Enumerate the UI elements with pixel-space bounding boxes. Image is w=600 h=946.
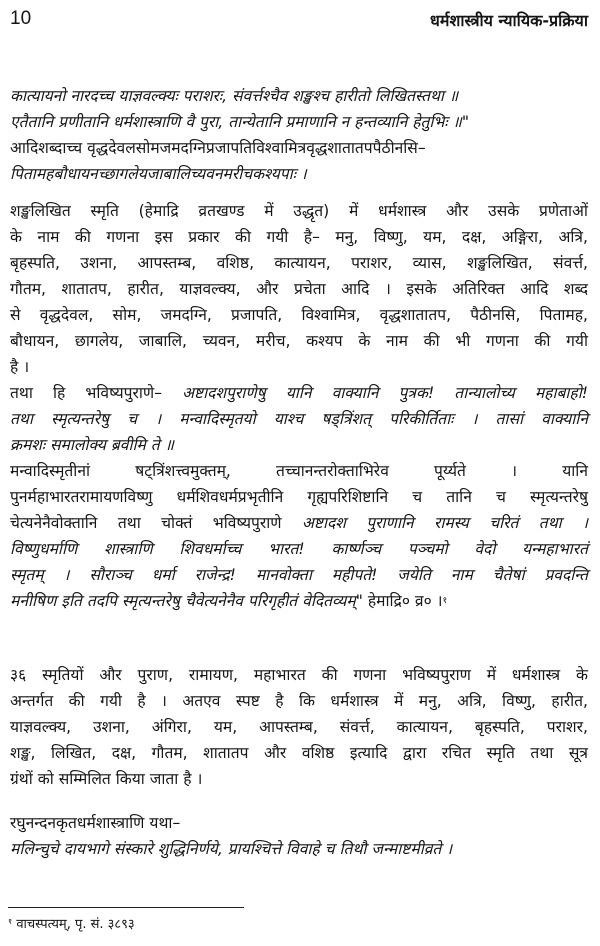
footnote-divider (8, 907, 244, 908)
verse-line: पितामहबौधायनच्छागलेयजाबालिच्यवनमरीचकश्यपाः । (10, 165, 307, 183)
verse-line: कात्यायनो नारदच्च याज्ञवल्क्यः पराशरः, संवर्त्तश्चैव शङ्खश्च हारीतो लिखितस्तथा ॥ (10, 87, 459, 105)
running-head-title: धर्मशास्त्रीय न्यायिक-प्रक्रिया (430, 11, 588, 30)
verse-line: आदिशब्दाच्च वृद्धदेवलसोमजमदग्निप्रजापतिविश्वामित्रवृद्धशातातपपैठीनसि– (10, 139, 426, 157)
paragraph-line: बौधायन, छागलेय, जाबालि, च्यवन, मरीच, कश्यप के नाम की भी गणना की गयी (10, 332, 588, 350)
paragraph-line: अन्तर्गत की गयी है । अतएव स्पष्ट है कि धर्मशास्त्र में मनु, अत्रि, विष्णु, हारीत, (10, 692, 588, 710)
paragraph-line: है । (10, 358, 30, 376)
paragraph-line: मन्वादिस्मृतीनां षट्त्रिंशत्त्वमुक्तम्, तच्चानन्तरोक्ताभिरेव पूर्य्यते । यानि (10, 462, 588, 480)
paragraph-line (10, 588, 588, 614)
quote-text: अष्टादशपुराणेषु यानि वाक्यानि पुत्रक! तान्यालोच्य महाबाहो! (182, 384, 588, 402)
paragraph-line: शङ्खलिखित स्मृति (हेमाद्रि व्रतखण्ड में उद्धृत) में धर्मशास्त्र और उसके प्रणेताओं (10, 202, 588, 220)
paragraph-line: शङ्ख, लिखित, दक्ष, गौतम, शातातप और वशिष्ठ इत्यादि द्वारा रचित स्मृति तथा सूत्र (10, 744, 588, 762)
paragraph-line (10, 380, 588, 406)
footnote (8, 914, 135, 932)
quote-line: स्मृतम् । सौराञ्च धर्मा राजेन्द्र! मानवोक्ता महीपते! जयेति नाम चैतेषां प्रवदन्ति (10, 566, 588, 584)
quote-line: विष्णुधर्माणि शास्त्राणि शिवधर्माच्च भारत! कार्ष्णञ्च पञ्चमो वेदो यन्महाभारतं (10, 540, 588, 558)
text-lead: तथा हि भविष्यपुराणे– (10, 384, 183, 402)
paragraph-line: गौतम, शातातप, हारीत, याज्ञवल्क्य, और प्रचेता आदि । इसके अतिरिक्त आदि शब्द (10, 280, 588, 298)
citation-text: " हेमाद्रि० व्र० । (355, 592, 443, 610)
quote-line: क्रमशः समालोक्य ब्रवीमि ते ॥ (10, 436, 174, 454)
paragraph-line: याज्ञवल्क्य, उशना, अंगिरा, यम, आपस्तम्ब, संवर्त्त, कात्यायन, बृहस्पति, पराशर, (10, 718, 588, 736)
verse-line: मलिन्चुचे दायभागे संस्कारे शुद्धिनिर्णये, प्रायश्चित्ते विवाहे च तिथौ जन्माष्टमीव्रते । (10, 840, 453, 858)
verse-line: एतैतानि प्रणीतानि धर्मशास्त्राणि वै पुरा, तान्येतानि प्रमाणानि न हन्तव्यानि हेतुभिः ॥" (10, 113, 469, 131)
paragraph-line: से वृद्धदेवल, सोम, जमदग्नि, प्रजापति, विश्वामित्र, वृद्धशातातप, पैठीनसि, पितामह, (10, 306, 588, 324)
paragraph-line: ग्रंथों को सम्मिलित किया जाता है । (10, 770, 203, 788)
paragraph-line: रघुनन्दनकृतधर्मशास्त्राणि यथा– (10, 814, 181, 832)
quote-text: अष्टादश पुराणानि रामस्य चरितं तथा । (301, 514, 589, 532)
quote-text: मनीषिण इति तदपि स्मृत्यन्तरेषु चैवेत्यनेनैव परिगृहीतं वेदितव्यम् (10, 592, 356, 610)
text-lead: चेत्यनेनैवोक्तानि तथा चोक्तं भविष्यपुराणे (10, 514, 302, 532)
footnote-marker: १ (8, 917, 13, 926)
paragraph-line: के नाम की गणना इस प्रकार की गयी है– मनु, विष्णु, यम, दक्ष, अङ्गिरा, अत्रि, (10, 228, 588, 246)
footnote-ref[interactable]: १ (442, 596, 448, 606)
page-number: 10 (10, 8, 32, 29)
paragraph-line: पुनर्महाभारतरामायणविष्णु धर्मशिवधर्मप्रभृतीनि गृह्यपरिशिष्टानि च तानि च स्मृत्यन्तरेषु (10, 488, 588, 506)
paragraph-line: बृहस्पति, उशना, आपस्तम्ब, वशिष्ठ, कात्यायन, पराशर, व्यास, शङ्खलिखित, संवर्त्त, (10, 254, 588, 272)
quote-line: तथा स्मृत्यन्तरेषु च । मन्वादिस्मृतयो याश्च षड्त्रिंशत् परिकीर्तिताः । तासां वाक्यानि (10, 410, 588, 428)
footnote-text: वाचस्पत्यम्, पृ. सं. ३८९३ (16, 917, 135, 932)
paragraph-line: ३६ स्मृतियों और पुराण, रामायण, महाभारत की गणना भविष्यपुराण में धर्मशास्त्र के (10, 666, 588, 684)
paragraph-line (10, 510, 588, 536)
